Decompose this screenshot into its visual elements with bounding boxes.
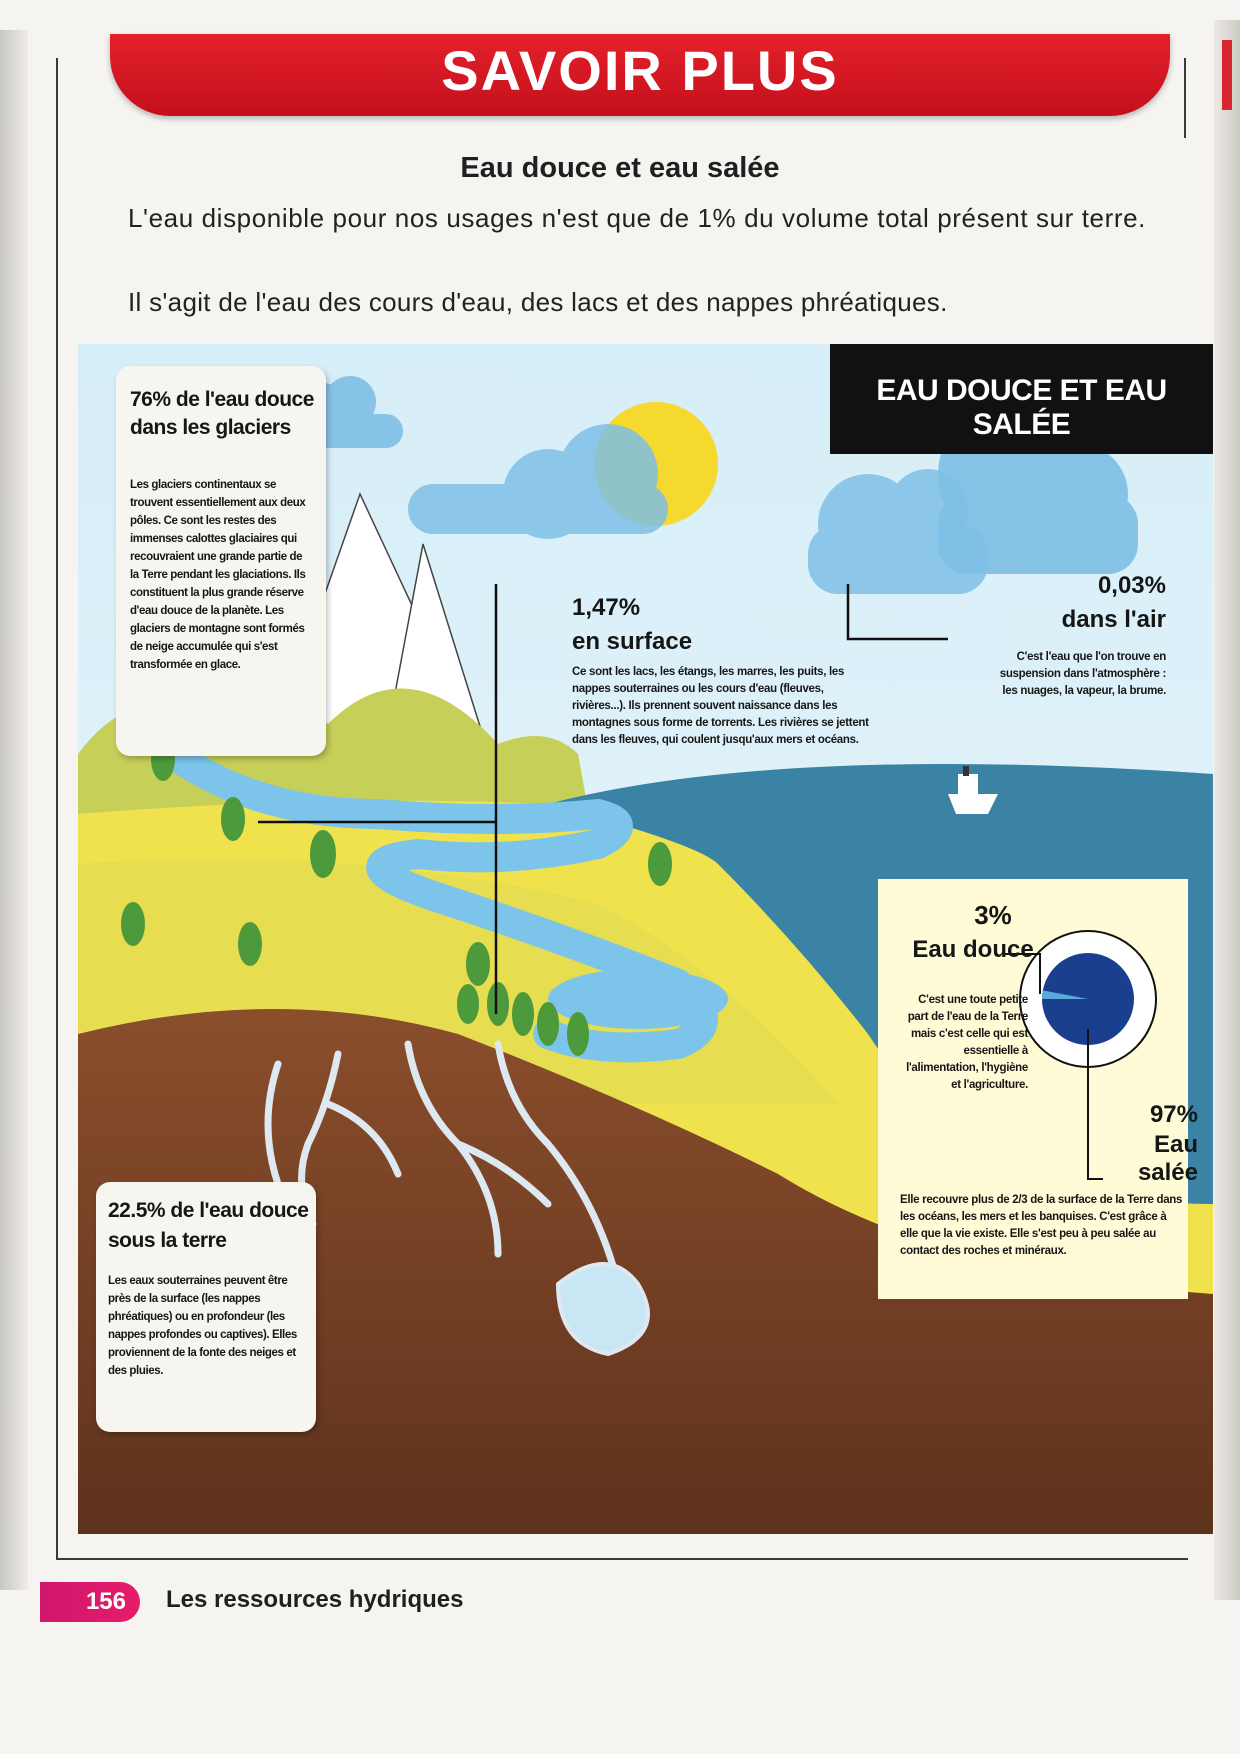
banner-title: SAVOIR PLUS	[441, 39, 839, 102]
intro-paragraph-1: L'eau disponible pour nos usages n'est que de 1% du volume total présent sur terre.	[128, 203, 1147, 233]
infographic-title-box	[830, 344, 1213, 454]
underground-callout	[96, 1182, 316, 1432]
page-edge-marker	[1222, 40, 1232, 110]
page-edge-right	[1214, 20, 1240, 1600]
intro-paragraph-2: Il s'agit de l'eau des cours d'eau, des lacs et des nappes phréatiques.	[128, 287, 948, 317]
savoir-plus-banner	[110, 34, 1170, 116]
salt-water-percent: 97%	[1149, 1101, 1198, 1128]
chapter-title: Les ressources hydriques	[166, 1586, 464, 1613]
salt-water-label: Eau salée	[1137, 1131, 1198, 1186]
fresh-water-label: Eau douce	[912, 936, 1034, 963]
air-percent	[978, 569, 1166, 637]
section-heading: Eau douce et eau salée	[460, 152, 780, 184]
fresh-water-text: C'est une toute petite part de l'eau de la Terre mais c'est celle qui est essentielle à l'alimentation, l'hygiène et l'agriculture.	[906, 994, 1028, 1091]
glaciers-callout	[116, 366, 326, 756]
surface-label: en surface	[572, 628, 693, 655]
surface-percent-value: 1,47%	[572, 594, 641, 621]
page-number: 156	[40, 1582, 140, 1622]
glaciers-text: Les glaciers continentaux se trouvent essentiellement aux deux pôles. Ce sont les restes des immenses calottes glaciaires qui recouvraient une grande partie de la Terre pendant les glaciations. Ils constituent la plus grande réserve d'eau douce de la planète. Les glaciers de montagne sont formés de neige accumulée qui s'est transformée en glace.	[130, 479, 306, 671]
air-percent-value: 0,03%	[1097, 572, 1166, 599]
fresh-water-percent: 3%	[974, 900, 1012, 930]
water-infographic	[78, 344, 1213, 1534]
glaciers-headline: 76% de l'eau douce dans les glaciers	[130, 388, 314, 439]
page-frame-right	[1184, 58, 1186, 138]
infographic-title: EAU DOUCE ET EAU SALÉE	[876, 374, 1167, 441]
salt-water-text: Elle recouvre plus de 2/3 de la surface de la Terre dans les océans, les mers et les banquises. C'est grâce à elle que la vie existe. Elle s'est peu à peu salée au contact des roches et minéraux.	[900, 1194, 1183, 1257]
air-label: dans l'air	[1061, 606, 1166, 633]
underground-text: Les eaux souterraines peuvent être près de la surface (les nappes phréatiques) ou en profondeur (les nappes profondes ou captives). Elles proviennent de la fonte des neiges et des pluies.	[108, 1275, 297, 1377]
page-edge-left	[0, 30, 28, 1590]
underground-headline: 22.5% de l'eau douce sous la terre	[108, 1199, 309, 1252]
air-text: C'est l'eau que l'on trouve en suspension dans l'atmosphère : les nuages, la vapeur, la brume.	[999, 651, 1166, 697]
surface-text: Ce sont les lacs, les étangs, les marres, les puits, les nappes souterraines ou les cours d'eau (fleuves, rivières...). Ils prennent souvent naissance dans les montagnes sous forme de torrents. Les rivières se jettent dans les fleuves, qui coulent jusqu'aux mers et océans.	[572, 666, 869, 746]
surface-percent	[572, 591, 692, 659]
